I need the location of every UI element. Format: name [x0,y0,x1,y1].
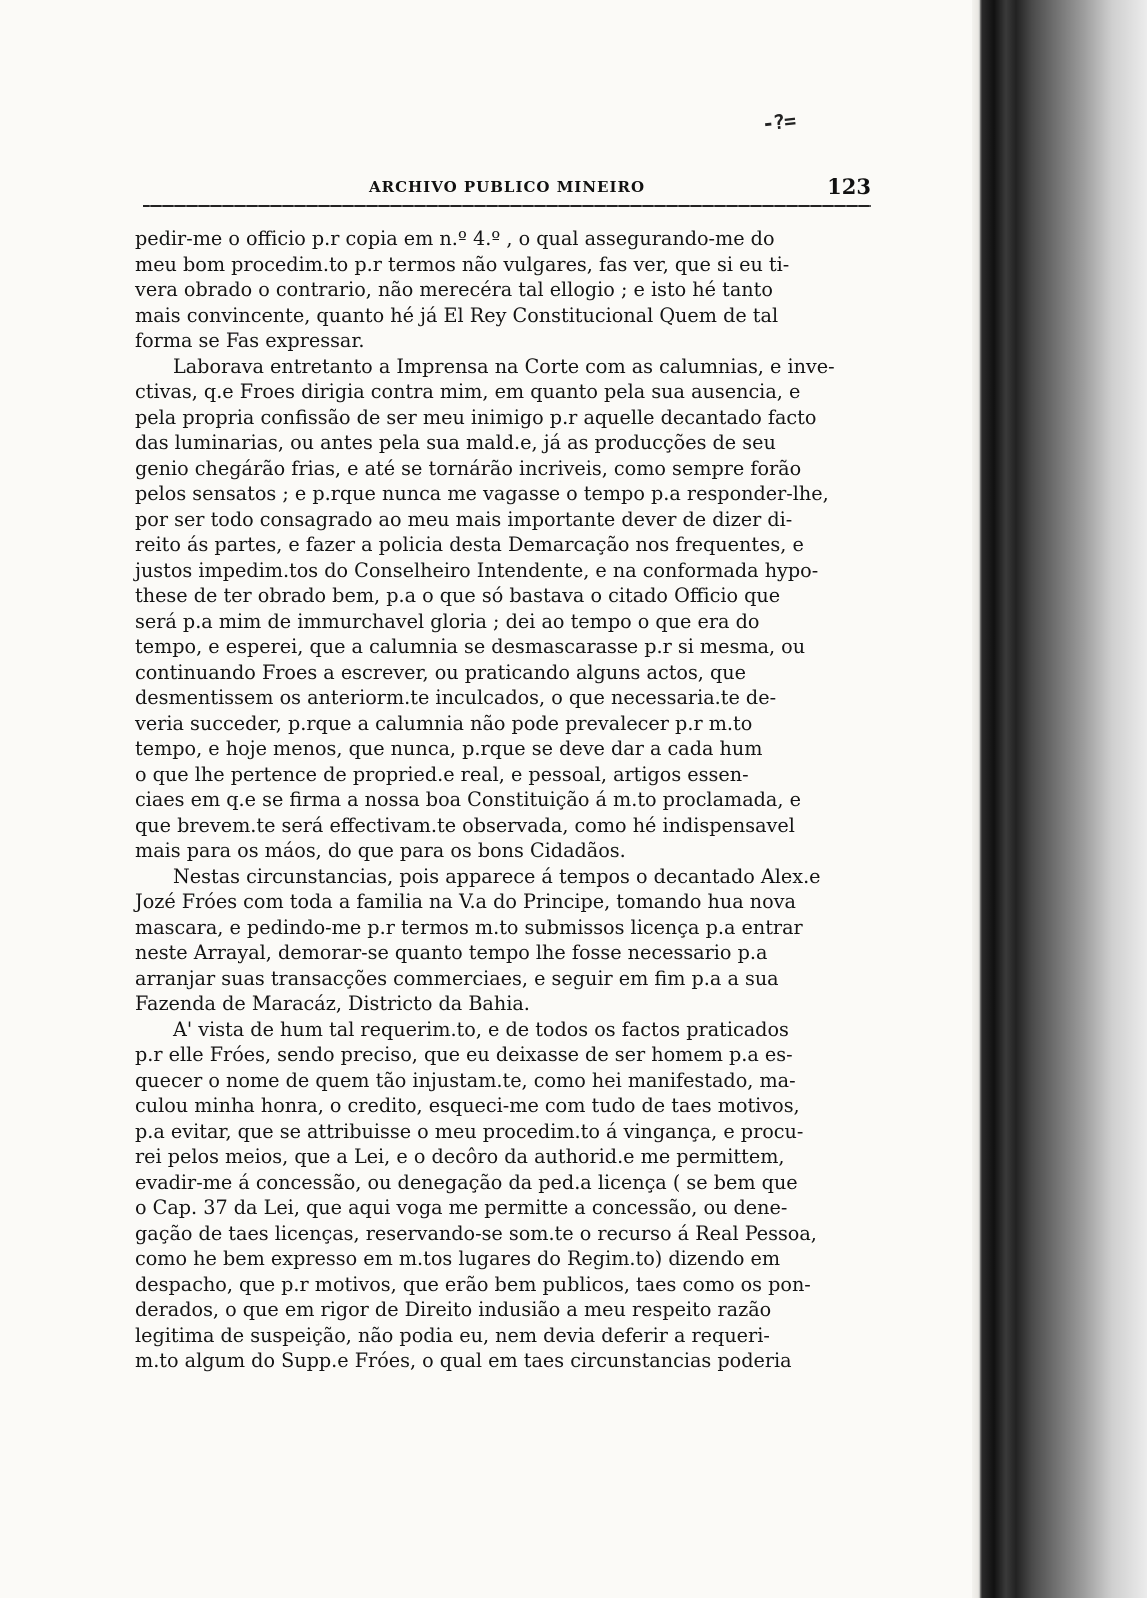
text-line: neste Arrayal, demorar-se quanto tempo lhe fosse necessario p.a [135,941,768,964]
text-line: continuando Froes a escrever, ou praticando alguns actos, que [135,660,746,684]
text-line: quecer o nome de quem tão injustam.te, como hei manifestado, ma- [135,1068,796,1092]
text-line: these de ter obrado bem, p.a o que só bastava o citado Officio que [135,584,781,607]
text-line: meu bom procedim.to p.r termos não vulgares, fas ver, que si eu ti- [135,252,790,276]
text-line: rei pelos meios, que a Lei, e o decôro da authorid.e me permittem, [135,1145,785,1168]
text-line: pela propria confissão de ser meu inimigo p.r aquelle decantado facto [135,405,817,429]
text-line: ciaes em q.e se firma a nossa boa Constituição á m.to proclamada, e [135,788,801,811]
text-line: reito ás partes, e fazer a policia desta Demarcação nos frequentes, e [135,533,804,556]
text-line: das luminarias, ou antes pela sua mald.e, já as producções de seu [135,431,776,454]
text-line: mais convincente, quanto hé já El Rey Constitucional Quem de tal [135,303,779,327]
book-binding-shadow [972,0,1147,1598]
text-line: p.a evitar, que se attribuisse o meu procedim.to á vingança, e procu- [135,1119,804,1143]
ink-stamp-mark: -?= [760,108,797,136]
text-line: Fazenda de Maracáz, Districto da Bahia. [135,992,530,1015]
text-line: evadir-me á concessão, ou denegação da ped.a licença ( se bem que [135,1170,798,1194]
text-line: vera obrado o contrario, não merecéra tal ellogio ; e isto hé tanto [135,278,773,301]
page-number: 123 [827,174,871,199]
text-line: que brevem.te será effectivam.te observada, como hé indispensavel [135,813,795,837]
text-line: tempo, e hoje menos, que nunca, p.rque se deve dar a cada hum [135,737,763,760]
text-line: despacho, que p.r motivos, que erão bem publicos, taes como os pon- [135,1272,811,1296]
text-line: mascara, e pedindo-me p.r termos m.to submissos licença p.a entrar [135,915,803,939]
text-line: ctivas, q.e Froes dirigia contra mim, em quanto pela sua ausencia, e [135,380,801,403]
running-title: ARCHIVO PUBLICO MINEIRO [368,178,646,196]
text-line: tempo, e esperei, que a calumnia se desmascarasse p.r si mesma, ou [135,635,806,658]
text-line: desmentissem os anteriorm.te inculcados, o que necessaria.te de- [135,686,777,709]
text-line: p.r elle Fróes, sendo preciso, que eu deixasse de ser homem p.a es- [135,1043,793,1066]
header-rule [143,205,871,207]
text-line: justos impedim.tos do Conselheiro Intendente, e na conformada hypo- [135,558,819,582]
body-text [135,226,867,1374]
text-line: Jozé Fróes com toda a familia na V.a do Principe, tomando hua nova [135,890,796,913]
text-line: gação de taes licenças, reservando-se som.te o recurso á Real Pessoa, [135,1221,817,1245]
text-line: genio chegárão frias, e até se tornárão incriveis, como sempre forão [135,456,802,480]
text-line: A' vista de hum tal requerim.to, e de todos os factos praticados [173,1017,789,1041]
text-line: arranjar suas transacções commerciaes, e seguir em fim p.a a sua [135,966,779,990]
text-line: Laborava entretanto a Imprensa na Corte com as calumnias, e inve- [173,354,835,378]
text-line: o que lhe pertence de propried.e real, e pessoal, artigos essen- [135,762,749,786]
text-line: legitima de suspeição, não podia eu, nem devia deferir a requeri- [135,1323,770,1347]
text-line: o Cap. 37 da Lei, que aqui voga me permitte a concessão, ou dene- [135,1196,788,1219]
text-line: m.to algum do Supp.e Fróes, o qual em taes circunstancias poderia [135,1349,792,1372]
text-line: será p.a mim de immurchavel gloria ; dei ao tempo o que era do [135,609,760,633]
text-line: veria succeder, p.rque a calumnia não pode prevalecer p.r m.to [135,711,753,735]
text-line: Nestas circunstancias, pois apparece á tempos o decantado Alex.e [173,864,821,888]
text-line: derados, o que em rigor de Direito indusião a meu respeito razão [135,1298,772,1321]
text-line: forma se Fas expressar. [135,329,365,352]
text-line: culou minha honra, o credito, esqueci-me com tudo de taes motivos, [135,1094,800,1117]
page-header [143,168,871,208]
text-line: pelos sensatos ; e p.rque nunca me vagasse o tempo p.a responder-lhe, [135,482,829,505]
text-line: por ser todo consagrado ao meu mais importante dever de dizer di- [135,507,793,531]
text-line: pedir-me o officio p.r copia em n.º 4.º , o qual assegurando-me do [135,227,775,250]
text-line: mais para os máos, do que para os bons Cidadãos. [135,839,626,862]
text-line: como he bem expresso em m.tos lugares do Regim.to) dizendo em [135,1247,781,1270]
